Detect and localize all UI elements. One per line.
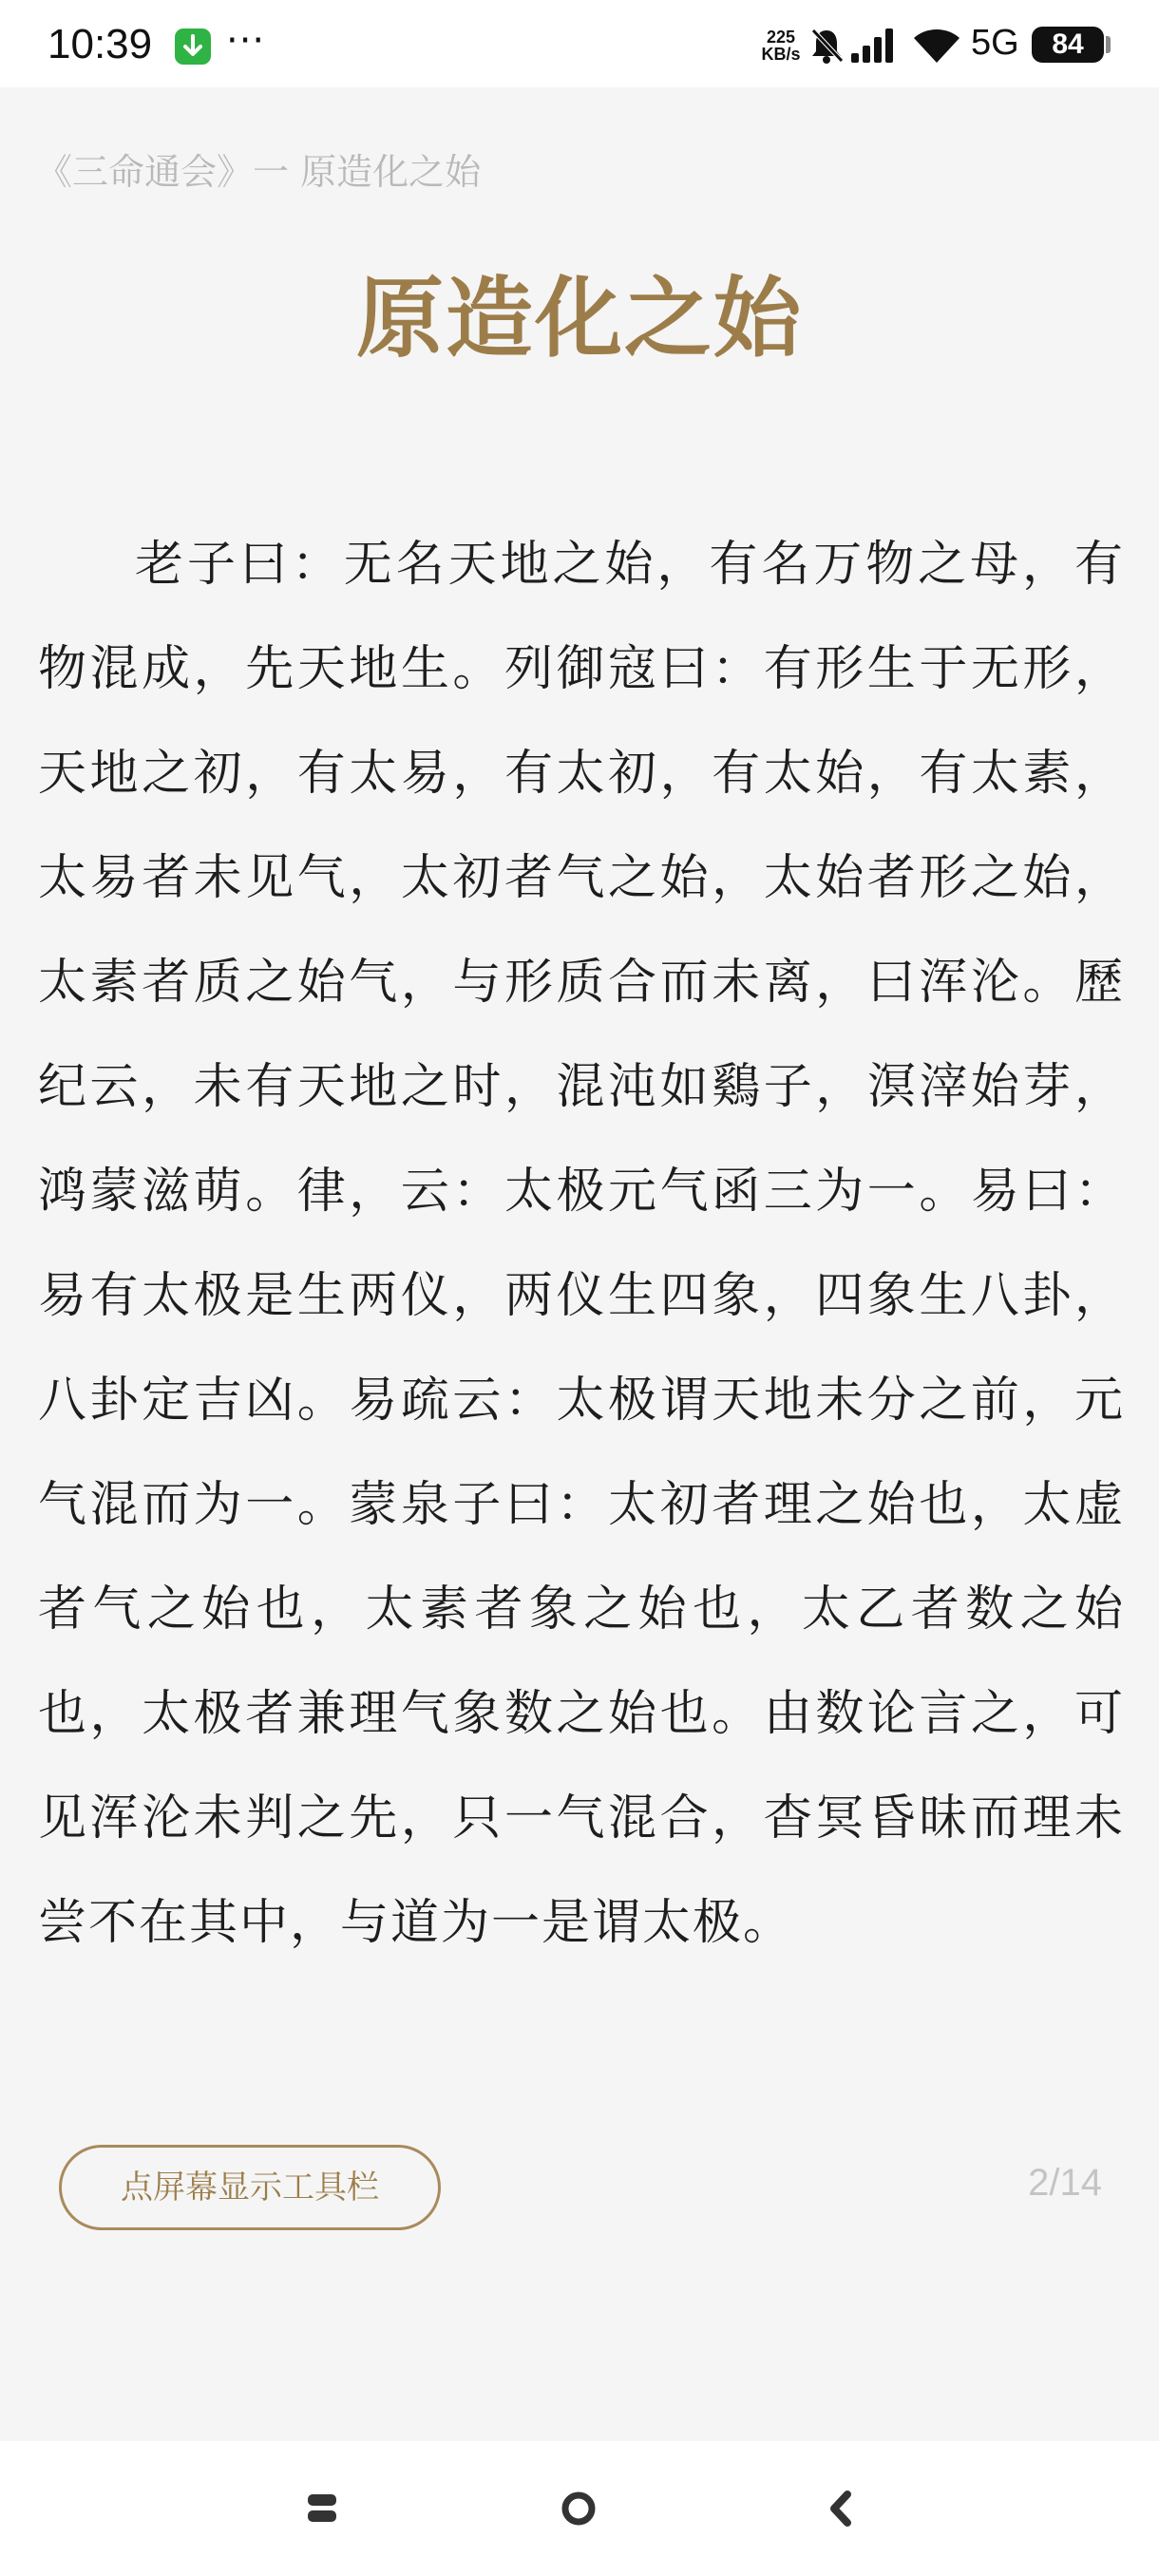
download-notification-icon — [175, 28, 211, 65]
home-icon[interactable] — [553, 2483, 604, 2534]
back-icon[interactable] — [815, 2483, 866, 2534]
network-type: 5G — [971, 23, 1019, 63]
chapter-body-text: 老子曰：无名天地之始，有名万物之母，有物混成，先天地生。列御寇曰：有形生于无形，天地之初，有太易，有太初，有太始，有太素，太易者未见气，太初者气之始，太始者形之始，太素者质之始气，与形质合而未离，曰浑沦。歷纪云，未有天地之时，混沌如鷄子，溟滓始芽，鸿蒙滋萌。律，云：太极元气函三为一。易曰：易有太极是生两仪，两仪生四象，四象生八卦，八卦定吉凶。易疏云：太极谓天地未分之前，元气混而为一。蒙泉子曰：太初者理之始也，太虚者气之始也，太素者象之始也，太乙者数之始也，太极者兼理气象数之始也。由数论言之，可见浑沦未判之先，只一气混合，杳冥昏昧而理未尝不在其中，与道为一是谓太极。 — [38, 537, 1125, 1951]
battery-icon: 84 — [1032, 27, 1104, 63]
net-speed-value: 225 — [766, 28, 796, 47]
breadcrumb: 《三命通会》一 原造化之始 — [36, 151, 482, 193]
signal-icon — [849, 27, 899, 68]
show-toolbar-hint-button[interactable]: 点屏幕显示工具栏 — [59, 2145, 441, 2230]
recents-icon[interactable] — [296, 2483, 348, 2534]
battery-tip — [1106, 36, 1111, 53]
chapter-title: 原造化之始 — [355, 268, 803, 369]
status-time: 10:39 — [48, 21, 153, 67]
more-notifications-icon: ··· — [226, 19, 266, 63]
net-speed — [756, 28, 806, 63]
status-bar — [0, 0, 1159, 87]
page-indicator: 2/14 — [1028, 2162, 1102, 2204]
wifi-icon — [912, 27, 961, 68]
bell-muted-icon — [809, 27, 844, 68]
navigation-bar — [0, 2441, 1159, 2576]
net-speed-unit: KB/s — [761, 45, 801, 64]
